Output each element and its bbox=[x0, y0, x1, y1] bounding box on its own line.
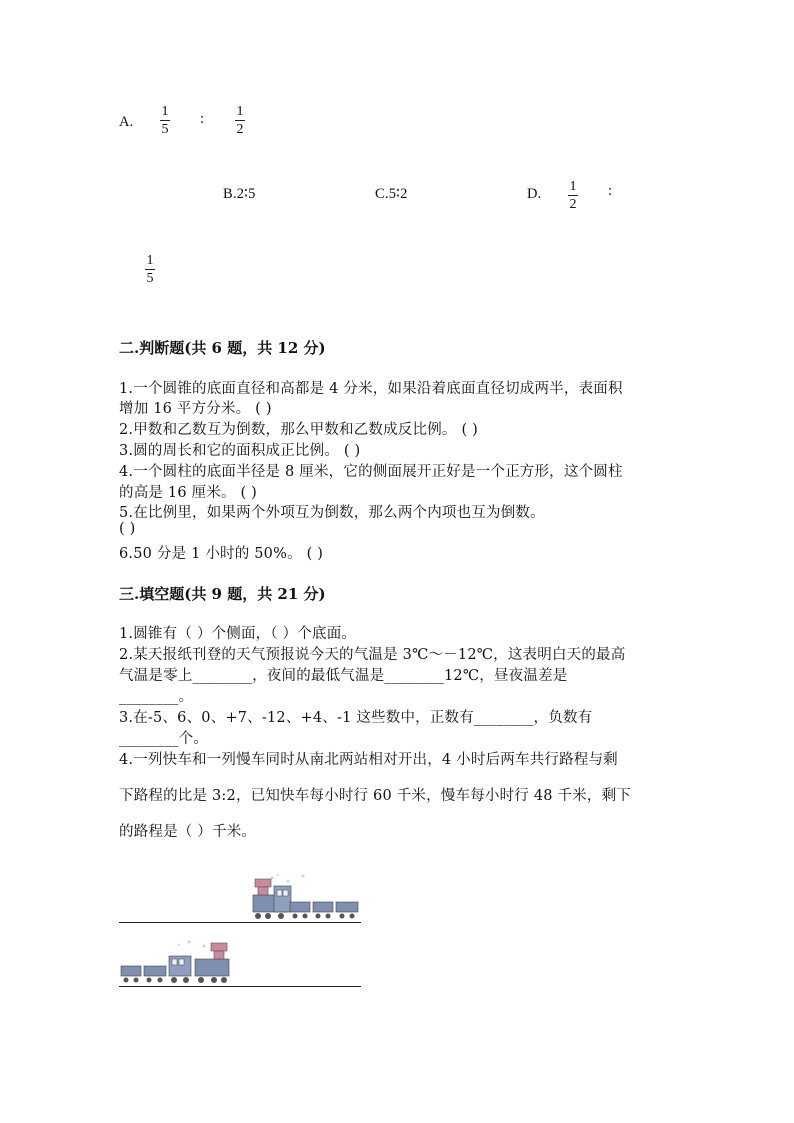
denominator: 2 bbox=[569, 197, 577, 212]
train-top bbox=[248, 872, 363, 922]
judge-item: 1.一个圆锥的底面直径和高都是 4 分米，如果沿着底面直径切成两半，表面积 bbox=[119, 381, 623, 397]
judge-item: 4.一个圆柱的底面半径是 8 厘米，它的侧面展开正好是一个正方形，这个圆柱 bbox=[119, 464, 623, 480]
section-3-heading: 三.填空题(共 9 题，共 21 分) bbox=[119, 585, 326, 603]
denominator: 5 bbox=[161, 122, 169, 137]
fill-item: 1.圆锥有（ ）个侧面，（ ）个底面。 bbox=[119, 626, 357, 642]
option-d-fraction-2 bbox=[145, 253, 155, 286]
option-d-colon: : bbox=[608, 183, 613, 199]
judge-item: 6.50 分是 1 小时的 50%。 ( ) bbox=[119, 546, 324, 562]
fill-item: ________。 bbox=[119, 689, 194, 705]
fill-item: 3.在-5、6、0、+7、-12、+4、-1 这些数中，正数有________，负数有 bbox=[119, 710, 593, 726]
judge-item: 5.在比例里，如果两个外项互为倒数，那么两个内项也互为倒数。 bbox=[119, 505, 545, 521]
track-line-top bbox=[119, 922, 361, 923]
fill-item: 的路程是（ ）千米。 bbox=[119, 824, 257, 840]
judge-item: 增加 16 平方分米。 ( ) bbox=[119, 401, 272, 417]
numerator: 1 bbox=[146, 253, 154, 268]
judge-item: 2.甲数和乙数互为倒数，那么甲数和乙数成反比例。 ( ) bbox=[119, 422, 478, 438]
denominator: 5 bbox=[146, 271, 154, 286]
train-bottom bbox=[119, 938, 234, 986]
option-d-label: D. bbox=[527, 186, 542, 202]
judge-item: 3.圆的周长和它的面积成正比例。 ( ) bbox=[119, 443, 361, 459]
numerator: 1 bbox=[569, 179, 577, 194]
option-b: B.2∶5 bbox=[223, 186, 256, 202]
fill-item: 气温是零上________，夜间的最低气温是________12℃，昼夜温差是 bbox=[119, 668, 568, 684]
option-c: C.5∶2 bbox=[375, 186, 408, 202]
option-a-label: A. bbox=[119, 114, 134, 130]
fill-item: 下路程的比是 3:2，已知快车每小时行 60 千米，慢车每小时行 48 千米，剩下 bbox=[119, 788, 631, 804]
denominator: 2 bbox=[236, 122, 244, 137]
fill-item: ________个。 bbox=[119, 731, 208, 747]
judge-item: ( ) bbox=[119, 521, 136, 537]
fill-item: 2.某天报纸刊登的天气预报说今天的气温是 3℃～－12℃，这表明白天的最高 bbox=[119, 647, 626, 663]
option-a-fraction-2 bbox=[235, 104, 245, 137]
option-a-fraction-1 bbox=[160, 104, 170, 137]
option-d-fraction-1 bbox=[568, 179, 578, 212]
track-line-bottom bbox=[119, 986, 361, 987]
numerator: 1 bbox=[161, 104, 169, 119]
option-a-colon: : bbox=[200, 111, 205, 127]
fill-item: 4.一列快车和一列慢车同时从南北两站相对开出，4 小时后两车共行路程与剩 bbox=[119, 752, 618, 768]
numerator: 1 bbox=[236, 104, 244, 119]
section-2-heading: 二.判断题(共 6 题，共 12 分) bbox=[119, 339, 326, 357]
judge-item: 的高是 16 厘米。 ( ) bbox=[119, 485, 258, 501]
